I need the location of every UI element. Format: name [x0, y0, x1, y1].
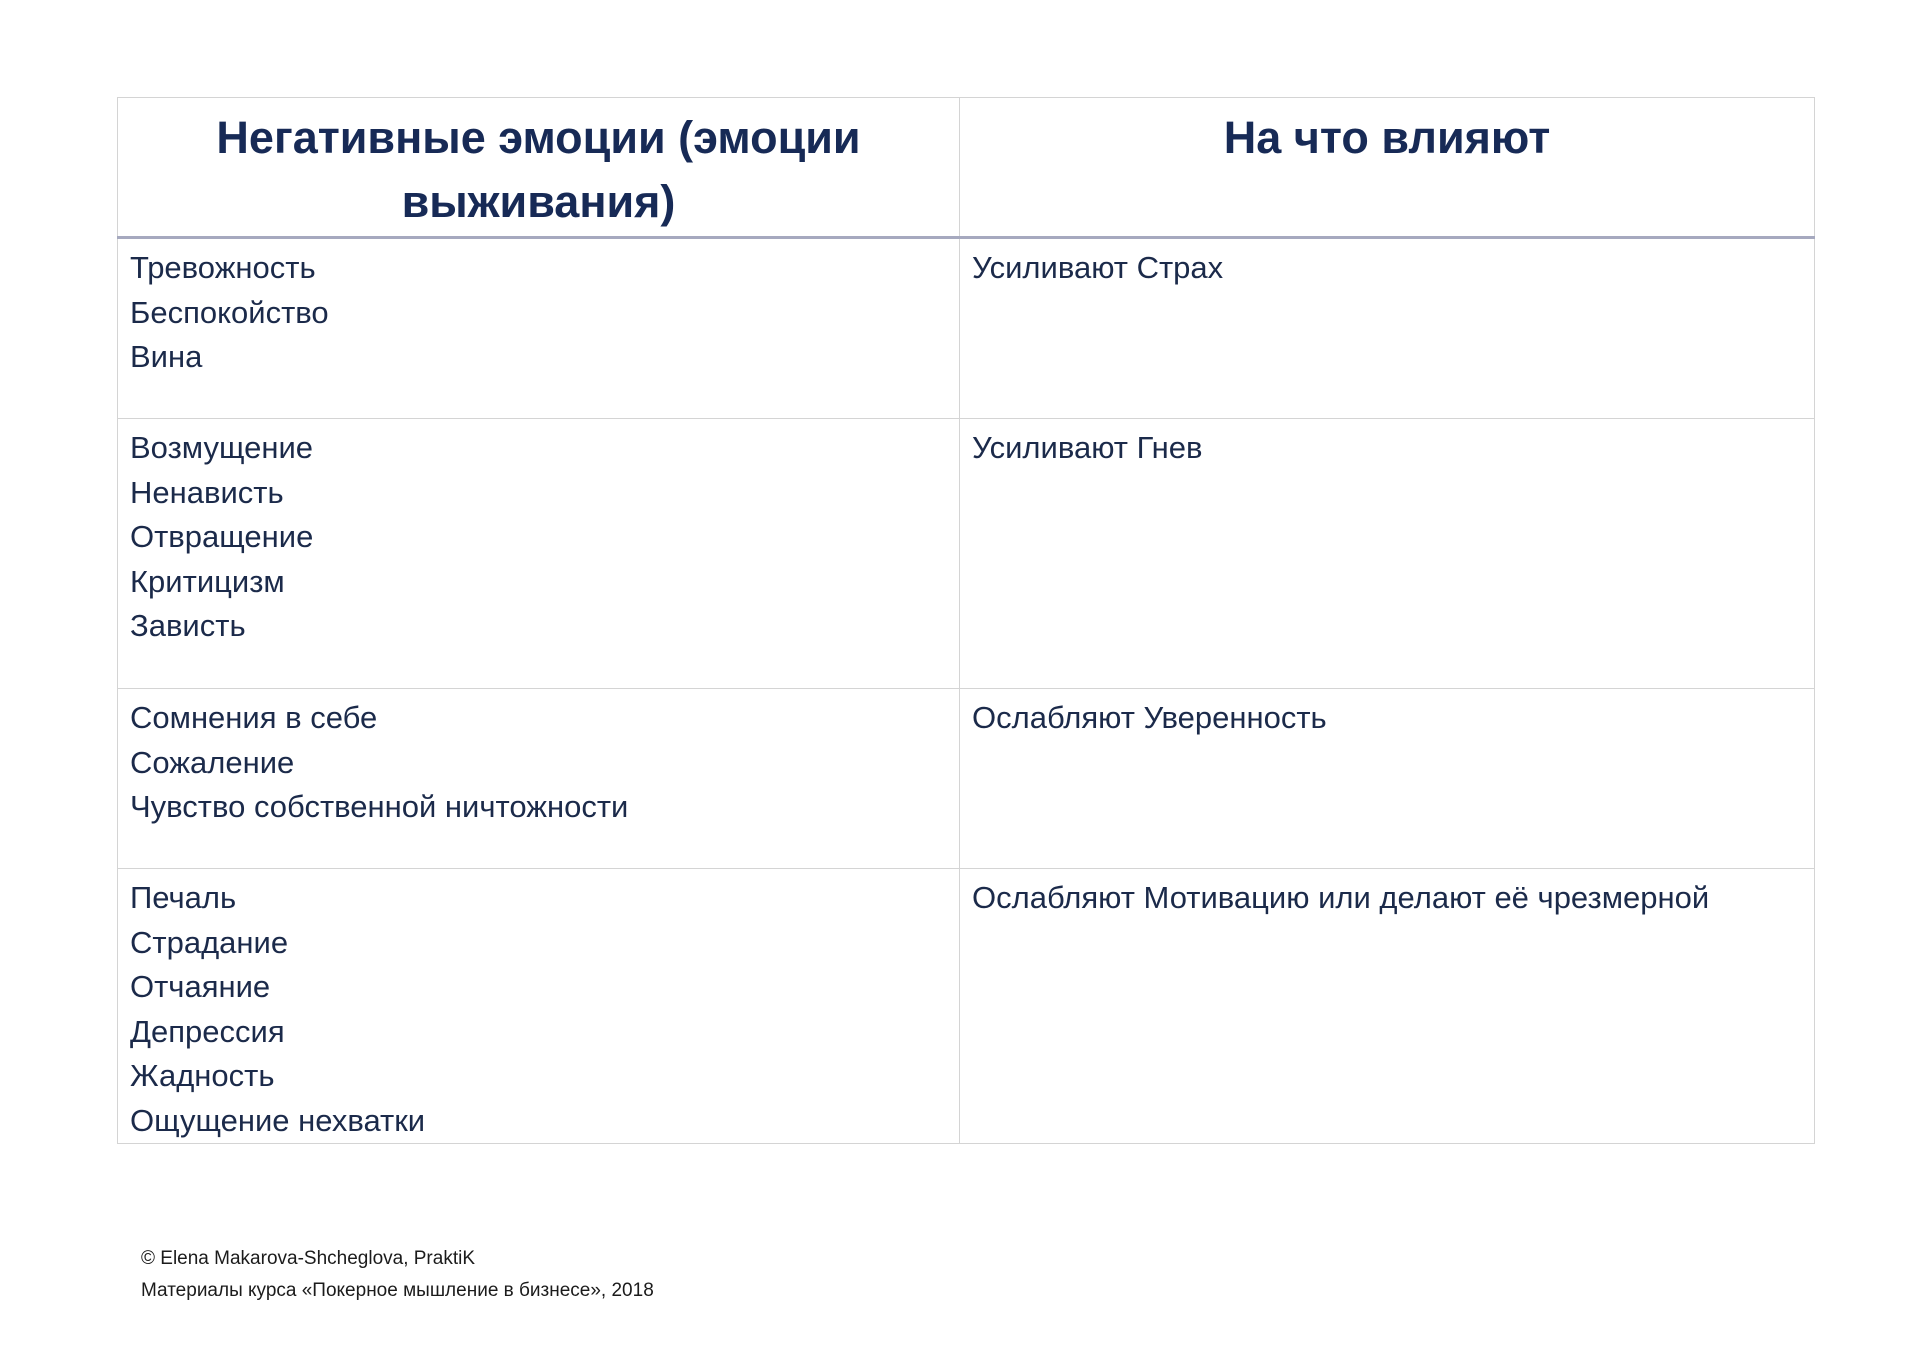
header-negative-emotions: Негативные эмоции (эмоции выживания): [118, 98, 960, 238]
emotions-cell: [118, 869, 960, 1144]
emotions-cell: [118, 419, 960, 689]
effect-cell: Усиливают Страх: [960, 238, 1815, 419]
emotion-item: Вина: [130, 339, 203, 374]
table-row: [118, 238, 1815, 419]
table-header-row: [118, 98, 1815, 238]
emotion-item: Беспокойство: [130, 294, 329, 330]
table-row: [118, 419, 1815, 689]
emotion-item: Чувство собственной ничтожности: [130, 789, 629, 824]
emotion-item: Страдание: [130, 924, 289, 960]
table-row: [118, 689, 1815, 869]
effect-cell: Усиливают Гнев: [960, 419, 1815, 689]
effect-cell: Ослабляют Мотивацию или делают её чрезмерной: [960, 869, 1815, 1144]
emotion-item: Депрессия: [130, 1013, 285, 1049]
copyright-text: © Elena Makarova-Shcheglova, PraktiK: [141, 1248, 475, 1269]
emotion-item: Печаль: [130, 880, 237, 915]
course-materials-text: Материалы курса «Покерное мышление в бизнесе», 2018: [141, 1280, 654, 1301]
emotion-item: Ненависть: [130, 474, 284, 510]
emotion-item: Сожаление: [130, 744, 295, 780]
emotion-item: Сомнения в себе: [130, 700, 378, 735]
emotion-item: Ощущение нехватки: [130, 1102, 426, 1138]
emotion-item: Отвращение: [130, 519, 314, 554]
emotion-item: Тревожность: [130, 250, 316, 285]
emotion-item: Зависть: [130, 608, 246, 643]
emotions-table: [117, 97, 1815, 1144]
emotion-item: Критицизм: [130, 563, 285, 599]
footer: [141, 1243, 654, 1307]
emotions-cell: [118, 238, 960, 419]
effect-cell: Ослабляют Уверенность: [960, 689, 1815, 869]
table-row: [118, 869, 1815, 1144]
emotion-item: Отчаяние: [130, 969, 271, 1004]
header-what-they-affect: На что влияют: [960, 98, 1815, 238]
emotion-item: Возмущение: [130, 430, 314, 465]
emotion-item: Жадность: [130, 1058, 275, 1093]
emotions-cell: [118, 689, 960, 869]
